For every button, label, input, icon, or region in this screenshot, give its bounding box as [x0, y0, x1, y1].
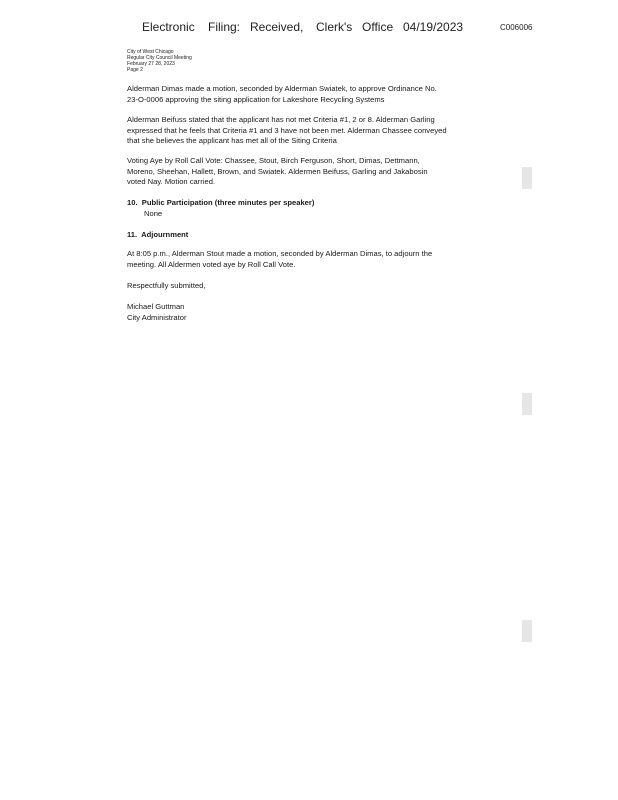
closing-paragraph [127, 281, 497, 292]
stamp-code: C006006 [500, 23, 533, 32]
adjourn-line-2: meeting. All Aldermen voted aye by Roll Call Vote. [127, 259, 296, 269]
header-page: Page 2 [127, 67, 143, 73]
signature-block [127, 302, 497, 323]
adjourn-paragraph [127, 249, 497, 270]
header-city: City of West Chicago [127, 49, 174, 55]
signer-name: Michael Guttman [127, 302, 185, 311]
header-date: February 27 28, 2023 [127, 61, 175, 67]
section-11-heading [127, 230, 497, 241]
vote-paragraph [127, 156, 497, 188]
criteria-line-3: that she believes the applicant has met all of the Siting Criteria [127, 136, 337, 145]
stamp-filing: Filing: [208, 20, 241, 34]
scan-mark-middle [522, 393, 532, 415]
vote-line-1: Voting Aye by Roll Call Vote: Chassee, Stout, Birch Ferguson, Short, Dimas, Dettmann, [127, 156, 420, 165]
criteria-paragraph [127, 115, 497, 147]
section-11-number: 11. [127, 230, 138, 239]
vote-line-2: Moreno, Sheehan, Hallett, Brown, and Swiatek. Aldermen Beifuss, Garling and Jakabosin [127, 166, 428, 176]
adjourn-line-1: At 8:05 p.m., Alderman Stout made a motion, seconded by Alderman Dimas, to adjourn the [127, 249, 433, 258]
stamp-received: Received, [250, 20, 304, 34]
stamp-clerks: Clerk's [316, 20, 353, 34]
section-10-body: None [144, 208, 163, 218]
document-header [127, 49, 192, 73]
stamp-electronic: Electronic [142, 20, 195, 34]
signer-title: City Administrator [127, 312, 187, 322]
header-meeting: Regular City Council Meeting [127, 55, 192, 61]
section-10-number: 10. [127, 198, 138, 207]
motion-line-1: Alderman Dimas made a motion, seconded by Alderman Swiatek, to approve Ordinance No. [127, 84, 437, 93]
motion-paragraph [127, 84, 497, 105]
section-10-heading [127, 198, 497, 209]
motion-line-2: 23-O-0006 approving the siting application for Lakeshore Recycling Systems [127, 94, 385, 104]
section-11 [127, 230, 497, 241]
scan-mark-bottom [522, 620, 532, 642]
stamp-date: 04/19/2023 [403, 20, 464, 34]
closing-text: Respectfully submitted, [127, 281, 206, 290]
section-11-title: Adjournment [141, 230, 189, 239]
vote-line-3: voted Nay. Motion carried. [127, 177, 216, 186]
section-10 [127, 198, 497, 219]
criteria-line-2: expressed that he feels that Criteria #1 and 3 have not been met. Alderman Chassee conveyed [127, 125, 447, 135]
section-10-title: Public Participation (three minutes per speaker) [141, 198, 315, 207]
scan-mark-top [522, 167, 532, 189]
stamp-office: Office [362, 20, 394, 34]
criteria-line-1: Alderman Beifuss stated that the applicant has not met Criteria #1, 2 or 8. Alderman Garling [127, 115, 435, 124]
